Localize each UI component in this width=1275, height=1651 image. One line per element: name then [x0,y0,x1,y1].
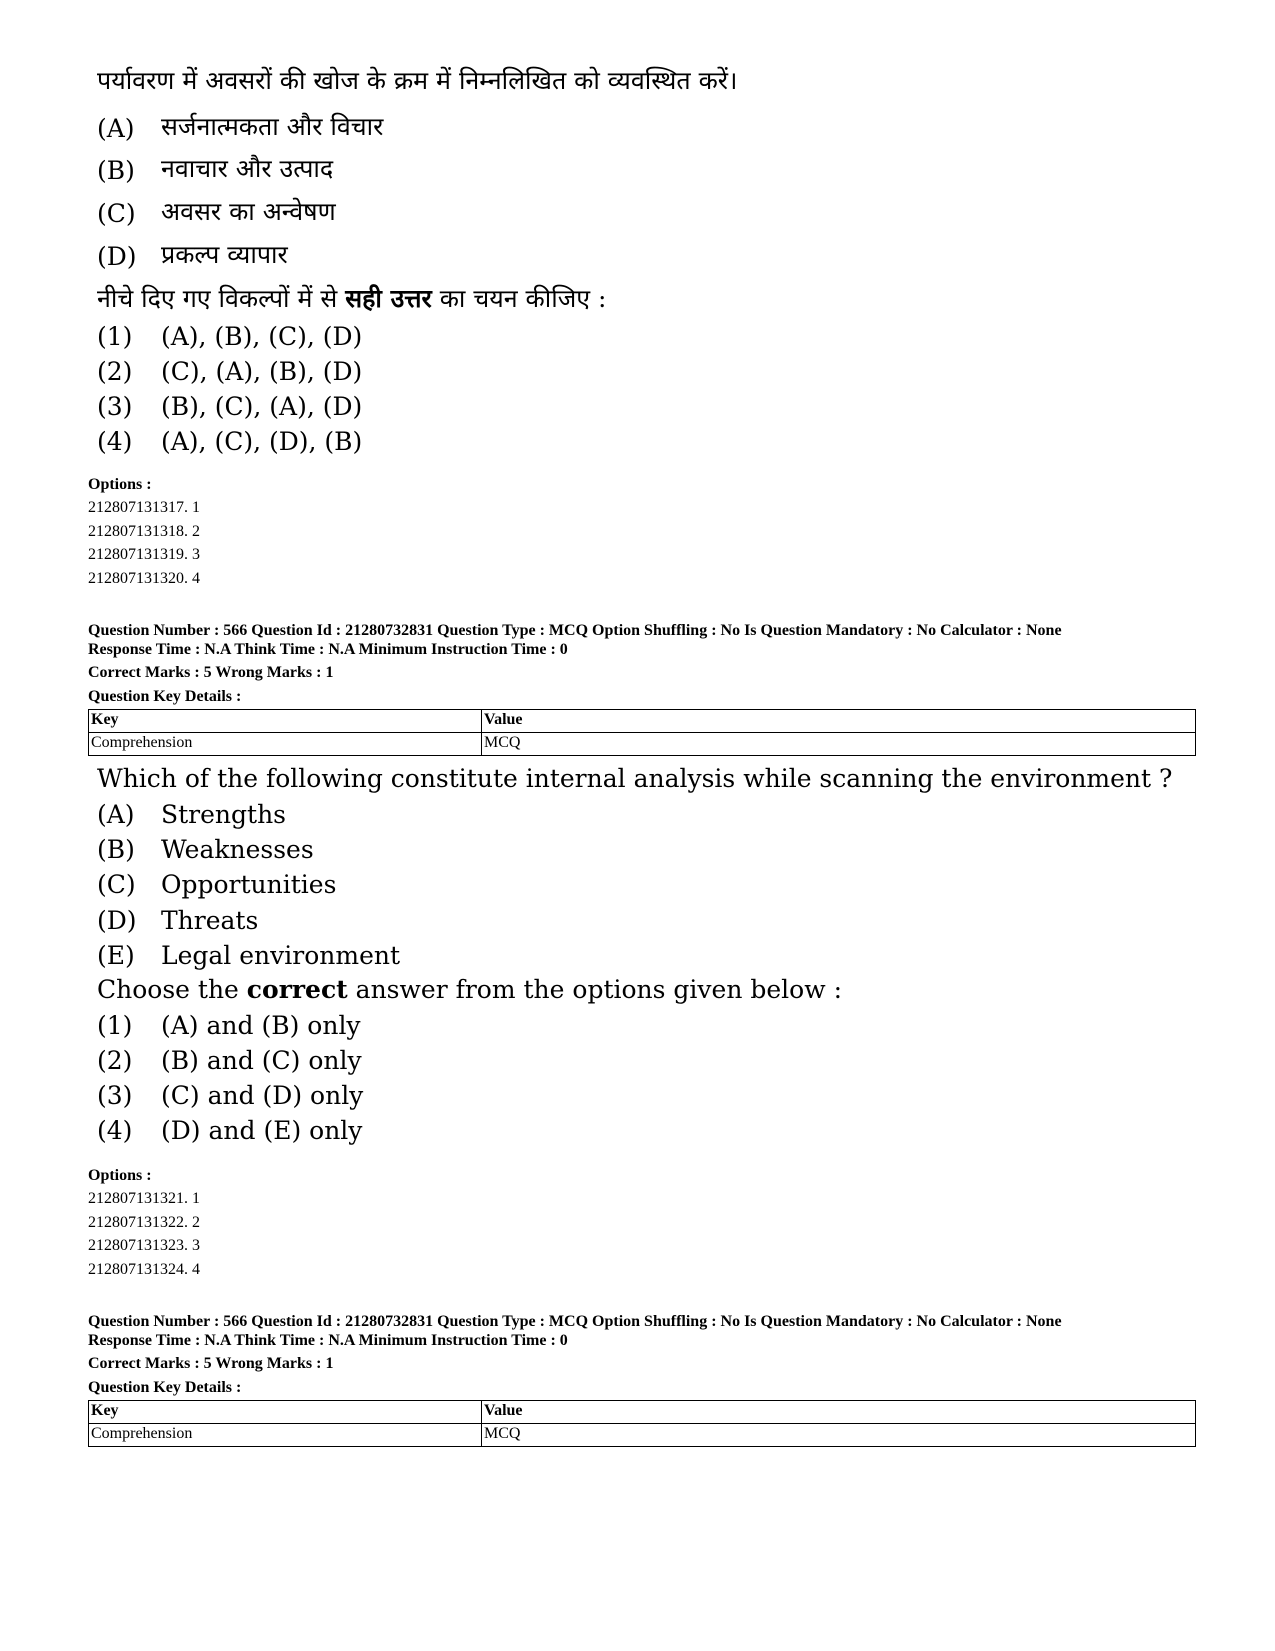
table-cell-key: Comprehension [89,1424,482,1447]
choice-label: (2) [97,1046,133,1075]
option-id: 212807131320. 4 [88,570,200,587]
option-id: 212807131319. 3 [88,546,200,563]
option-id: 212807131322. 2 [88,1214,200,1231]
table-header-row [89,1401,1196,1424]
choice-text: (B) and (C) only [161,1046,362,1075]
statement-text: Legal environment [161,941,401,970]
option-id: 212807131324. 4 [88,1261,200,1278]
statement-label: (B) [97,835,135,864]
question-meta-line1: Question Number : 566 Question Id : 21280732831 Question Type : MCQ Option Shuffling : No Is Question Mandatory : No Calculator : None [88,1313,1062,1330]
question-text: पर्यावरण में अवसरों की खोज के क्रम में निम्नलिखित को व्यवस्थित करें। [97,66,738,95]
marks-line: Correct Marks : 5 Wrong Marks : 1 [88,1355,334,1372]
instruction-line [97,977,842,1002]
choice-label: (3) [97,392,133,421]
choice-label: (3) [97,1081,133,1110]
statement-label: (C) [97,199,136,228]
statement-text: सर्जनात्मकता और विचार [161,112,384,141]
choice-label: (1) [97,1011,133,1040]
option-id: 212807131323. 3 [88,1237,200,1254]
statement-label: (A) [97,114,135,143]
options-heading: Options : [88,1167,152,1184]
question-meta-line2: Response Time : N.A Think Time : N.A Minimum Instruction Time : 0 [88,1332,568,1349]
table-row [89,1424,1196,1447]
instruction-line [97,286,606,311]
statement-label: (C) [97,870,136,899]
table-header-row [89,710,1196,733]
choice-text: (A) and (B) only [161,1011,361,1040]
statement-label: (A) [97,800,135,829]
choice-text: (C), (A), (B), (D) [161,357,363,386]
choice-text: (B), (C), (A), (D) [161,392,363,421]
key-details-table [88,709,1196,756]
table-header-value: Value [482,710,1196,733]
table-header-value: Value [482,1401,1196,1424]
statement-text: Opportunities [161,870,337,899]
key-details-table [88,1400,1196,1447]
option-id: 212807131317. 1 [88,499,200,516]
instruction-emphasis: सही उत्तर [345,284,432,313]
statement-text: Strengths [161,800,286,829]
question-meta-line1: Question Number : 566 Question Id : 21280732831 Question Type : MCQ Option Shuffling : No Is Question Mandatory : No Calculator : None [88,622,1062,639]
choice-text: (D) and (E) only [161,1116,363,1145]
instruction-text: का चयन कीजिए : [431,284,607,313]
instruction-emphasis: correct [246,975,348,1004]
statement-text: प्रकल्प व्यापार [161,240,288,269]
question-text: Which of the following constitute internal analysis while scanning the environment ? [97,764,1173,793]
statement-text: Threats [161,906,259,935]
key-details-heading: Question Key Details : [88,688,242,705]
statement-label: (D) [97,242,137,271]
choice-text: (C) and (D) only [161,1081,364,1110]
statement-label: (D) [97,906,137,935]
statement-text: Weaknesses [161,835,314,864]
key-details-heading: Question Key Details : [88,1379,242,1396]
option-id: 212807131321. 1 [88,1190,200,1207]
instruction-text: Choose the [97,975,247,1004]
statement-label: (B) [97,156,135,185]
table-header-key: Key [89,710,482,733]
choice-text: (A), (C), (D), (B) [161,427,363,456]
table-cell-value: MCQ [482,1424,1196,1447]
table-row [89,733,1196,756]
choice-label: (4) [97,1116,133,1145]
options-heading: Options : [88,476,152,493]
choice-label: (2) [97,357,133,386]
statement-label: (E) [97,941,135,970]
table-cell-key: Comprehension [89,733,482,756]
table-header-key: Key [89,1401,482,1424]
instruction-text: answer from the options given below : [347,975,842,1004]
question-meta-line2: Response Time : N.A Think Time : N.A Minimum Instruction Time : 0 [88,641,568,658]
choice-label: (1) [97,322,133,351]
table-cell-value: MCQ [482,733,1196,756]
option-id: 212807131318. 2 [88,523,200,540]
choice-label: (4) [97,427,133,456]
statement-text: नवाचार और उत्पाद [161,154,334,183]
choice-text: (A), (B), (C), (D) [161,322,363,351]
statement-text: अवसर का अन्वेषण [161,197,336,226]
marks-line: Correct Marks : 5 Wrong Marks : 1 [88,664,334,681]
instruction-text: नीचे दिए गए विकल्पों में से [97,284,346,313]
